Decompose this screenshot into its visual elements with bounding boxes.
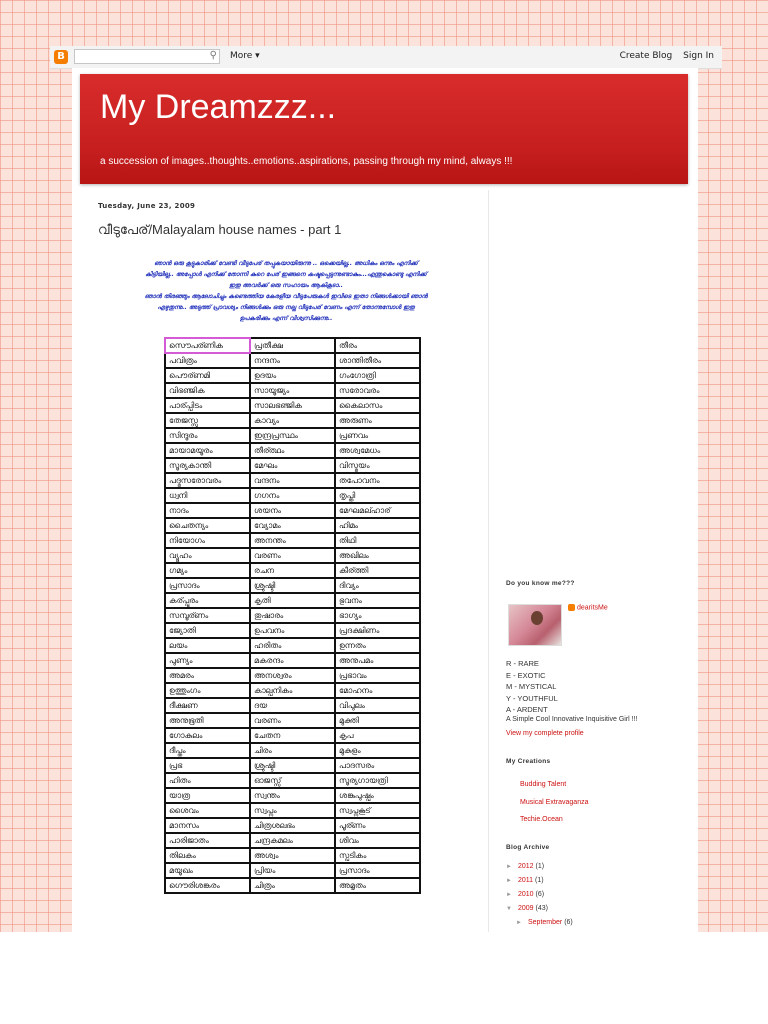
post-intro	[100, 258, 472, 324]
house-name-cell: നന്ദനം	[250, 353, 335, 368]
house-name-cell: രചന	[250, 563, 335, 578]
house-name-cell: പൌര്ണമി	[165, 368, 250, 383]
house-name-cell: അനുഭൂതി	[165, 713, 250, 728]
house-name-cell: ഉന്നതം	[335, 638, 420, 653]
house-name-cell: ലയം	[165, 638, 250, 653]
table-row	[165, 638, 420, 653]
table-row	[165, 533, 420, 548]
archive-year-link[interactable]: 2009	[518, 905, 534, 912]
archive-year-link[interactable]: 2010	[518, 891, 534, 898]
table-row	[165, 713, 420, 728]
table-row	[165, 803, 420, 818]
house-name-cell: ചിരം	[250, 743, 335, 758]
house-name-cell: ശയനം	[250, 503, 335, 518]
view-profile-link[interactable]: View my complete profile	[506, 730, 584, 737]
house-name-cell: അനശ്വരം	[250, 668, 335, 683]
house-name-cell: മാനസം	[165, 818, 250, 833]
archive-year	[506, 860, 573, 874]
house-name-cell: വിഭഞ്ജിക	[165, 383, 250, 398]
house-name-cell: ഹിമം	[335, 518, 420, 533]
house-name-cell: പാദസരം	[335, 758, 420, 773]
table-row	[165, 488, 420, 503]
intro-line: ഞാൻ തിരഞ്ഞും ആലോചിച്ചും കണ്ടെത്തിയ കേരളീയ വീടുപേരുകൾ ഇവിടെ ഇതാ നിങ്ങൾക്കായി ഞാൻ	[144, 293, 428, 300]
house-name-cell: കാവ്യം	[250, 413, 335, 428]
house-name-cell: സിന്ദൂരം	[165, 428, 250, 443]
house-name-cell: തിലകം	[165, 848, 250, 863]
house-name-cell: പ്രഭാവം	[335, 668, 420, 683]
house-name-cell: ഉദയം	[250, 368, 335, 383]
house-name-cell: ശ്രുഷ്ടി	[250, 758, 335, 773]
house-name-cell: പ്രദക്ഷിണം	[335, 623, 420, 638]
house-name-cell: ദിവ്യം	[335, 578, 420, 593]
house-name-cell: പൂര്ണം	[335, 818, 420, 833]
archive-year	[506, 902, 573, 916]
table-row	[165, 668, 420, 683]
creations-heading: My Creations	[506, 758, 551, 765]
house-name-cell: അനുപമം	[335, 653, 420, 668]
house-name-cell: കൃതി	[250, 593, 335, 608]
house-name-cell: വന്ദനം	[250, 473, 335, 488]
house-name-cell: ഗോകുലം	[165, 728, 250, 743]
table-row	[165, 683, 420, 698]
house-name-cell: മായാമയൂരം	[165, 443, 250, 458]
house-name-cell: ശൈവം	[165, 803, 250, 818]
house-name-cell: യാത്ര	[165, 788, 250, 803]
table-row	[165, 863, 420, 878]
table-row	[165, 443, 420, 458]
table-row	[165, 458, 420, 473]
table-row	[165, 353, 420, 368]
house-name-cell: പ്രഭ	[165, 758, 250, 773]
blogger-logo-icon[interactable]: B	[54, 50, 68, 64]
house-name-cell: പാര്പ്പിടം	[165, 398, 250, 413]
archive-heading: Blog Archive	[506, 844, 550, 851]
table-row	[165, 383, 420, 398]
archive-count: (1)	[535, 877, 544, 884]
archive-count: (6)	[535, 891, 545, 898]
house-name-cell: അശ്വമേധം	[335, 443, 420, 458]
table-row	[165, 653, 420, 668]
table-row	[165, 518, 420, 533]
about-heading: Do you know me???	[506, 580, 575, 587]
house-name-cell: കൈലാസം	[335, 398, 420, 413]
house-name-cell: ശിവം	[335, 833, 420, 848]
about-text: A Simple Cool Innovative Inquisitive Girl !!!	[506, 716, 638, 723]
house-name-cell: ഹരിതം	[250, 638, 335, 653]
house-name-cell: സ്വന്തം	[250, 788, 335, 803]
table-row	[165, 608, 420, 623]
house-name-cell: മുകുളം	[335, 743, 420, 758]
house-name-cell: സമ്പൂര്ണം	[165, 608, 250, 623]
house-name-cell: കാല്പനികം	[250, 683, 335, 698]
blog-header	[80, 74, 688, 184]
house-name-cell: വിപുലം	[335, 698, 420, 713]
house-name-cell: വ്യൂഹം	[165, 548, 250, 563]
blogger-profile-icon	[568, 604, 575, 611]
table-row	[165, 848, 420, 863]
house-name-cell: തിഥി	[335, 533, 420, 548]
creation-link[interactable]: Budding Talent	[520, 781, 567, 788]
house-name-cell: കര്പ്പൂരം	[165, 593, 250, 608]
house-name-cell: അമരം	[165, 668, 250, 683]
house-name-cell: ചൈതന്യം	[165, 518, 250, 533]
house-name-cell: ജ്യോതി	[165, 623, 250, 638]
table-row	[165, 548, 420, 563]
blog-title[interactable]: My Dreamzzz...	[100, 88, 337, 126]
house-name-cell: തീരം	[335, 338, 420, 353]
blogger-navbar	[50, 46, 722, 69]
expand-toggle-icon[interactable]: ►	[506, 892, 512, 898]
house-name-cell: ചിത്രശലഭം	[250, 818, 335, 833]
archive-year	[506, 874, 573, 888]
house-name-cell: വിസ്മയം	[335, 458, 420, 473]
table-row	[165, 788, 420, 803]
house-name-cell: തേജസ്സു	[165, 413, 250, 428]
house-name-cell: ഗംഗോത്രി	[335, 368, 420, 383]
house-name-cell: മേഘമല്ഹാര്	[335, 503, 420, 518]
acronym-line: R - RARE	[506, 659, 539, 668]
acronym-line: A - ARDENT	[506, 705, 548, 714]
table-row	[165, 728, 420, 743]
house-name-cell: വരണം	[250, 713, 335, 728]
acronym-line: E - EXOTIC	[506, 670, 546, 680]
collapse-toggle-icon[interactable]: ▼	[506, 906, 512, 912]
house-name-cell: തീര്ത്ഥം	[250, 443, 335, 458]
house-name-cell: അശ്വം	[250, 848, 335, 863]
house-name-cell: ദീപ്തം	[165, 743, 250, 758]
house-name-cell: പദ്മസരോവരം	[165, 473, 250, 488]
expand-toggle-icon[interactable]: ►	[506, 878, 512, 884]
house-name-cell: അരുണം	[335, 413, 420, 428]
table-row	[165, 338, 420, 353]
house-name-cell: സൂര്യകാന്തി	[165, 458, 250, 473]
blog-description: a succession of images..thoughts..emotions..aspirations, passing through my mind, always !!!	[100, 156, 513, 167]
house-name-cell: ഹിതം	[165, 773, 250, 788]
house-name-cell: ചേതന	[250, 728, 335, 743]
house-name-cell: സൂര്യഗായത്രി	[335, 773, 420, 788]
house-name-cell: ചന്ദ്രകമലം	[250, 833, 335, 848]
table-row	[165, 773, 420, 788]
table-row	[165, 833, 420, 848]
table-row	[165, 503, 420, 518]
intro-line: ഇതു അവർക്ക് ഒരു സഹായം ആകികൂടാ..	[229, 282, 343, 289]
house-name-cell: പവിത്രം	[165, 353, 250, 368]
navbar-search-input[interactable]	[74, 49, 220, 64]
table-row	[165, 398, 420, 413]
house-name-cell: മോഹനം	[335, 683, 420, 698]
house-name-cell: ഓജസ്സ്	[250, 773, 335, 788]
table-row	[165, 413, 420, 428]
house-name-cell: പ്രതീക്ഷ	[250, 338, 335, 353]
house-name-cell: ഗമ്യം	[165, 563, 250, 578]
create-blog-link[interactable]: Create Blog	[619, 51, 673, 61]
house-name-cell: പ്രിയം	[250, 863, 335, 878]
house-name-cell: തപോവനം	[335, 473, 420, 488]
house-name-cell: മയൂഖം	[165, 863, 250, 878]
archive-year-link[interactable]: 2012	[518, 863, 534, 870]
archive-count: (43)	[535, 905, 548, 912]
profile-face	[531, 611, 543, 625]
archive-count: (1)	[535, 863, 545, 870]
house-name-cell: കീര്ത്തി	[335, 563, 420, 578]
archive-month	[506, 916, 573, 930]
intro-line: ഞാൻ ഒരു കൂട്ടുകാരിക്ക് വേണ്ടി വീടുപേര് തപ്പുകയായിരുന്നു .. ഒക്കെയില്ല.. അധികം ഒന്നും എനിക്ക്	[154, 260, 418, 267]
table-row	[165, 368, 420, 383]
house-name-cell: സ്വപ്നം	[250, 803, 335, 818]
table-row	[165, 578, 420, 593]
house-name-cell: നിയോഗം	[165, 533, 250, 548]
house-name-cell: സ്പടികം	[335, 848, 420, 863]
house-name-cell: ഗൌരിശങ്കരം	[165, 878, 250, 893]
house-name-cell: ശ്രുഷ്ടി	[250, 578, 335, 593]
table-row	[165, 593, 420, 608]
table-row	[165, 698, 420, 713]
table-row	[165, 563, 420, 578]
house-name-cell: ഭാഗ്യം	[335, 608, 420, 623]
table-row	[165, 878, 420, 893]
creation-link[interactable]: Techie.Ocean	[520, 816, 563, 823]
post-title[interactable]: വീടുപേര്/Malayalam house names - part 1	[98, 222, 342, 237]
house-name-cell: ദീക്ഷണ	[165, 698, 250, 713]
house-name-cell: ധ്വനി	[165, 488, 250, 503]
archive-year-link[interactable]: 2011	[518, 877, 534, 884]
house-name-cell: മകരന്ദം	[250, 653, 335, 668]
sidebar	[506, 580, 696, 926]
house-name-cell: സാലഭഞ്ജിക	[250, 398, 335, 413]
house-name-cell: പ്രസാദം	[165, 578, 250, 593]
sign-in-link[interactable]: Sign In	[683, 51, 714, 61]
house-name-cell: വരണം	[250, 548, 335, 563]
house-name-cell: കൃപ	[335, 728, 420, 743]
expand-toggle-icon[interactable]: ►	[516, 920, 522, 926]
table-row	[165, 818, 420, 833]
house-name-cell: പുണ്യം	[165, 653, 250, 668]
acronym-list	[506, 658, 558, 716]
archive-month-link[interactable]: September	[528, 919, 563, 926]
post-date: Tuesday, June 23, 2009	[98, 202, 196, 210]
house-name-cell: ദയ	[250, 698, 335, 713]
table-row	[165, 623, 420, 638]
house-name-cell: സൌപര്ണിക	[165, 338, 250, 353]
house-name-cell: ഗഗനം	[250, 488, 335, 503]
intro-line: കിട്ടിയില്ല.. അപ്പോൾ എനിക്ക് തോന്നി കുറെ പേര് ഇങ്ങനെ കഷ്ടപ്പെടുന്നുണ്ടാകും...എന്തുകൊണ്ടു എനിക്ക്	[145, 271, 427, 278]
table-row	[165, 473, 420, 488]
house-name-cell: ഉത്തുംഗം	[165, 683, 250, 698]
house-names-table	[164, 337, 421, 894]
house-name-cell: സ്വപ്നകൂട്	[335, 803, 420, 818]
house-name-cell: വ്യോമം	[250, 518, 335, 533]
profile-name[interactable]: dearitsMe	[577, 604, 608, 612]
expand-toggle-icon[interactable]: ►	[506, 864, 512, 870]
house-name-cell: അനന്തം	[250, 533, 335, 548]
archive-year	[506, 888, 573, 902]
table-row	[165, 743, 420, 758]
house-name-cell: തുഷാരം	[250, 608, 335, 623]
creation-link[interactable]: Musical Extravaganza	[520, 798, 589, 806]
table-row	[165, 758, 420, 773]
archive-list	[506, 860, 573, 930]
house-name-cell: ഉപവനം	[250, 623, 335, 638]
house-name-cell: ഭുവനം	[335, 593, 420, 608]
table-row	[165, 428, 420, 443]
profile-name-link[interactable]	[568, 604, 608, 611]
house-name-cell: സായൂജ്യം	[250, 383, 335, 398]
house-name-cell: നാദം	[165, 503, 250, 518]
house-name-cell: മുക്തി	[335, 713, 420, 728]
house-name-cell: ശാന്തിതീരം	[335, 353, 420, 368]
house-name-cell: അമൃതം	[335, 878, 420, 893]
acronym-line: M - MYSTICAL	[506, 682, 557, 691]
house-name-cell: ചിത്രം	[250, 878, 335, 893]
intro-line: ഉപകരിക്കും എന്ന് വിശ്വസിക്കുന്നു..	[239, 315, 333, 322]
acronym-line: Y - YOUTHFUL	[506, 693, 558, 703]
house-name-cell: പാരിജാതം	[165, 833, 250, 848]
navbar-more-menu[interactable]: More ▾	[230, 51, 260, 61]
house-name-cell: അഖിലം	[335, 548, 420, 563]
house-name-cell: പ്രസാദം	[335, 863, 420, 878]
search-icon[interactable]: ⚲	[209, 50, 217, 61]
house-name-cell: മേഘം	[250, 458, 335, 473]
house-name-cell: ഇന്ദ്രപ്രസ്ഥം	[250, 428, 335, 443]
intro-line: എഴുതുന്നു.. അടുത്ത് പ്രാവശ്യം നിങ്ങൾക്കും ഒരു നല്ല വീടുപേര് വേണം എന്ന് തോന്നുമ്പോൾ ഇതു	[157, 304, 415, 311]
house-name-cell: സരോവരം	[335, 383, 420, 398]
house-name-cell: ശങ്കുപുഷ്പം	[335, 788, 420, 803]
creations-list	[520, 776, 588, 829]
house-name-cell: പ്രണവം	[335, 428, 420, 443]
profile-photo[interactable]	[508, 604, 562, 646]
house-name-cell: തൃപ്തി	[335, 488, 420, 503]
archive-count: (6)	[564, 919, 573, 926]
